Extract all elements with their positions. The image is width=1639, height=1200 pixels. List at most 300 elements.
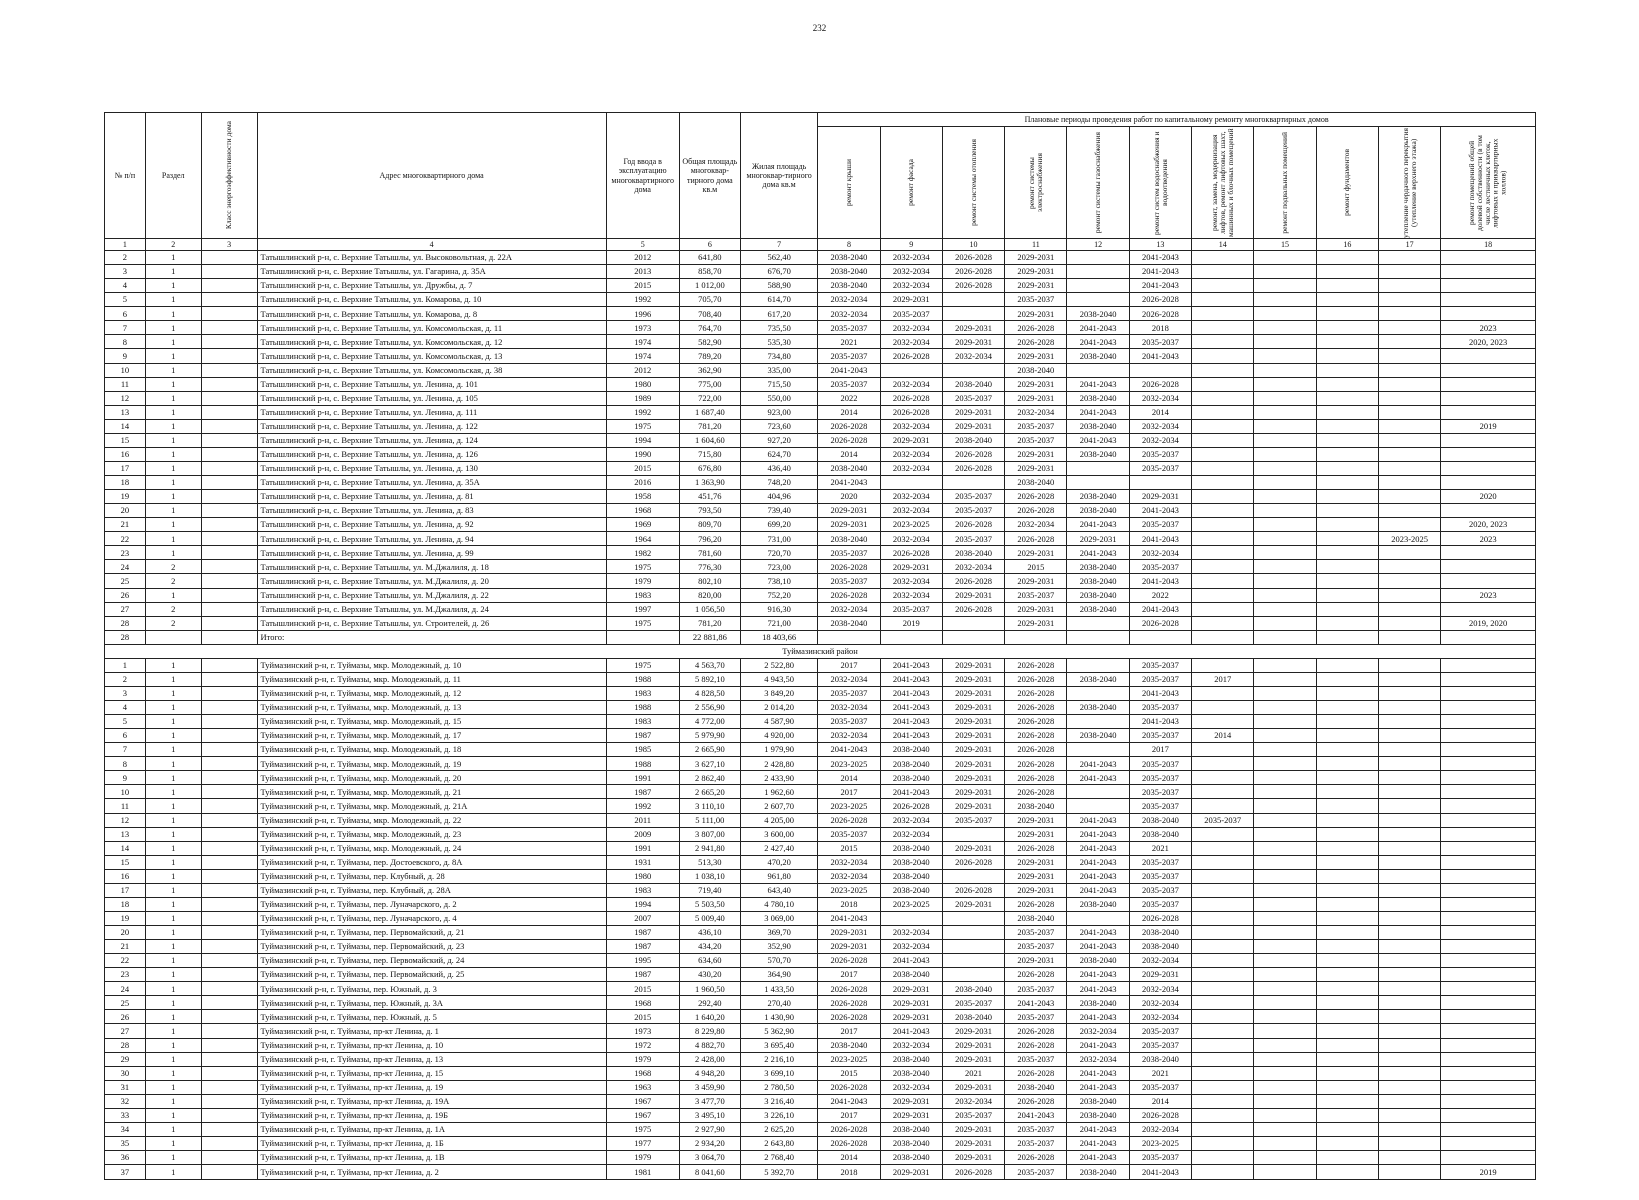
table-cell [201,321,257,335]
table-cell: 1 [145,911,201,925]
table-cell: 2041-2043 [818,476,880,490]
table-cell: 1 [145,715,201,729]
table-cell: 2 [145,574,201,588]
table-cell: 5 892,10 [679,672,740,686]
table-cell: 18 [105,476,146,490]
table-cell [1378,996,1440,1010]
table-cell [1316,532,1378,546]
table-cell: 723,60 [740,419,817,433]
table-cell [1254,476,1316,490]
table-cell: 2029-2031 [1005,616,1067,630]
table-cell: 2035-2037 [818,715,880,729]
table-cell [1316,926,1378,940]
address-cell: Татышлинский р-н, с. Верхние Татышлы, ул. М.Джалиля, д. 20 [257,574,606,588]
table-cell: 14 [105,419,146,433]
table-cell: 2 665,20 [679,785,740,799]
table-cell [1378,1080,1440,1094]
table-cell [1192,490,1254,504]
table-cell [1378,518,1440,532]
table-cell [1316,982,1378,996]
table-cell: 2023-2025 [818,799,880,813]
table-cell: 1987 [606,926,679,940]
table-cell: 2032-2034 [880,504,942,518]
table-cell [1441,251,1536,265]
table-cell: 2029-2031 [1005,251,1067,265]
table-cell [1316,546,1378,560]
table-cell [1192,785,1254,799]
table-cell [1254,827,1316,841]
table-cell: 2029-2031 [880,560,942,574]
table-cell: 1969 [606,518,679,532]
table-cell: 2026-2028 [942,461,1004,475]
table-cell: 1 [145,532,201,546]
table-cell: 15 [105,433,146,447]
table-cell: 2026-2028 [1005,490,1067,504]
table-cell: 2035-2037 [1129,799,1191,813]
table-cell: 2038-2040 [1067,1108,1129,1122]
table-cell: 1979 [606,1052,679,1066]
table-cell: 2035-2037 [1005,293,1067,307]
table-cell [201,1165,257,1180]
table-cell [1441,954,1536,968]
table-cell: 1988 [606,701,679,715]
table-cell: 2026-2028 [818,1010,880,1024]
address-cell: Туймазинский р-н, г. Туймазы, пер. Южный, д. 3 [257,982,606,996]
table-cell [1254,869,1316,883]
table-cell: 19 [105,490,146,504]
table-cell: 2041-2043 [1067,940,1129,954]
table-cell [1316,954,1378,968]
table-cell: 2 643,80 [740,1136,817,1150]
table-cell: 1 012,00 [679,279,740,293]
table-cell [1192,279,1254,293]
table-cell [1316,602,1378,616]
table-cell: 4 780,10 [740,897,817,911]
table-cell: 1 [145,419,201,433]
table-cell: 2035-2037 [1005,1136,1067,1150]
table-cell: 2 [105,251,146,265]
table-cell: 2035-2037 [818,349,880,363]
table-cell: 1 979,90 [740,743,817,757]
table-cell [1378,982,1440,996]
table-cell [1378,869,1440,883]
table-cell: 1 [145,251,201,265]
address-cell: Туймазинский р-н, г. Туймазы, пр-кт Ленина, д. 1А [257,1122,606,1136]
table-cell: 2038-2040 [1067,419,1129,433]
table-cell [1378,715,1440,729]
table-cell [1441,377,1536,391]
table-cell: 2038-2040 [880,1151,942,1165]
table-cell [1067,911,1129,925]
table-cell: 1 [145,377,201,391]
column-number: 1 [105,239,146,251]
table-cell: 2026-2028 [942,251,1004,265]
header-work-type: ремонт помещений общей долевой собственности (в том числе лестничных клеток, лифтовых и приквартирных холлов) [1441,127,1536,239]
table-cell [1378,321,1440,335]
table-cell [1378,701,1440,715]
table-row [105,911,1536,925]
table-cell: 2035-2037 [1129,335,1191,349]
column-number: 6 [679,239,740,251]
table-cell [1192,799,1254,813]
table-cell: 2035-2037 [1192,813,1254,827]
table-cell: 3 495,10 [679,1108,740,1122]
table-cell: 1 [145,490,201,504]
table-cell: 1 363,90 [679,476,740,490]
table-cell: 2041-2043 [1067,982,1129,996]
table-cell [1441,447,1536,461]
table-cell: 2026-2028 [1005,1038,1067,1052]
table-cell: 2038-2040 [1067,588,1129,602]
table-cell [1316,658,1378,672]
table-cell [1192,1122,1254,1136]
table-cell [1192,827,1254,841]
address-cell: Туймазинский р-н, г. Туймазы, пр-кт Ленина, д. 1Б [257,1136,606,1150]
table-cell [201,996,257,1010]
table-cell: 2026-2028 [818,588,880,602]
table-cell: 721,00 [740,616,817,630]
address-cell: Туймазинский р-н, г. Туймазы, мкр. Молодежный, д. 18 [257,743,606,757]
table-cell: 2026-2028 [942,602,1004,616]
table-cell [201,1122,257,1136]
table-cell [1441,968,1536,982]
table-cell: 2038-2040 [942,982,1004,996]
table-cell: 2029-2031 [942,757,1004,771]
column-number: 18 [1441,239,1536,251]
table-cell [1192,1094,1254,1108]
table-cell [1378,461,1440,475]
table-cell: 2035-2037 [942,490,1004,504]
table-cell: 2032-2034 [942,560,1004,574]
table-cell: 2032-2034 [1005,405,1067,419]
table-cell: 2029-2031 [942,841,1004,855]
table-cell [201,1151,257,1165]
table-cell [1441,672,1536,686]
table-cell: 2 862,40 [679,771,740,785]
table-cell: 1987 [606,968,679,982]
table-cell [1254,546,1316,560]
table-cell: 2035-2037 [1129,672,1191,686]
table-cell [1316,391,1378,405]
table-cell [942,926,1004,940]
table-cell [201,476,257,490]
table-row [105,771,1536,785]
table-cell: 31 [105,1080,146,1094]
table-cell: 1979 [606,574,679,588]
address-cell: Туймазинский р-н, г. Туймазы, мкр. Молодежный, д. 23 [257,827,606,841]
table-cell: 2021 [1129,841,1191,855]
table-cell: 2038-2040 [1067,672,1129,686]
table-cell: 2041-2043 [880,785,942,799]
table-cell [1378,771,1440,785]
table-cell: 2032-2034 [1129,996,1191,1010]
table-cell [201,855,257,869]
table-cell: 20 [105,504,146,518]
table-cell: 2035-2037 [942,391,1004,405]
table-cell: 2029-2031 [818,504,880,518]
table-cell: 2022 [818,391,880,405]
table-cell: 2038-2040 [1005,476,1067,490]
table-cell [1316,279,1378,293]
table-cell: 2026-2028 [880,546,942,560]
table-cell [1254,405,1316,419]
table-cell: 2029-2031 [942,897,1004,911]
column-number: 17 [1378,239,1440,251]
table-cell: 2032-2034 [818,855,880,869]
table-cell [1316,265,1378,279]
table-cell: 2041-2043 [880,729,942,743]
table-cell: 2032-2034 [880,419,942,433]
table-cell: 22 [105,954,146,968]
table-cell: 2038-2040 [1067,1094,1129,1108]
address-cell: Туймазинский р-н, г. Туймазы, пер. Луначарского, д. 2 [257,897,606,911]
table-cell [201,686,257,700]
table-cell: 1995 [606,954,679,968]
table-cell [1441,574,1536,588]
table-cell: 3 [105,265,146,279]
table-cell [1378,546,1440,560]
table-cell: 1 [145,686,201,700]
table-cell [1378,968,1440,982]
table-cell: 2035-2037 [1129,1151,1191,1165]
table-cell: 2038-2040 [1129,813,1191,827]
table-cell: 2029-2031 [942,1038,1004,1052]
table-cell: 2041-2043 [818,1094,880,1108]
table-cell [201,560,257,574]
table-cell: 2026-2028 [1005,1151,1067,1165]
table-cell: 2017 [818,1024,880,1038]
header-work-type: ремонт системы газоснабжения [1067,127,1129,239]
table-cell [1254,799,1316,813]
table-cell: 2035-2037 [880,602,942,616]
table-cell: 19 [105,911,146,925]
table-row [105,588,1536,602]
table-cell: 617,20 [740,307,817,321]
table-cell: 2035-2037 [1129,1024,1191,1038]
table-cell: 2014 [818,771,880,785]
table-cell: 1991 [606,771,679,785]
table-cell: 1994 [606,433,679,447]
table-cell: 2041-2043 [1067,433,1129,447]
table-cell: 2026-2028 [942,1165,1004,1180]
table-cell: 1 [145,743,201,757]
table-cell [1378,729,1440,743]
table-cell [1254,940,1316,954]
total-cell [1378,630,1440,644]
table-cell: 24 [105,560,146,574]
address-cell: Туймазинский р-н, г. Туймазы, пер. Первомайский, д. 24 [257,954,606,968]
table-cell: 2041-2043 [818,363,880,377]
table-cell: 513,30 [679,855,740,869]
table-cell [880,476,942,490]
address-cell: Татышлинский р-н, с. Верхние Татышлы, ул. Ленина, д. 83 [257,504,606,518]
table-cell: 436,10 [679,926,740,940]
table-cell: 2041-2043 [1067,827,1129,841]
table-cell: 2019, 2020 [1441,616,1536,630]
table-cell: 1968 [606,996,679,1010]
table-cell: 2029-2031 [942,771,1004,785]
table-cell: 2035-2037 [1129,771,1191,785]
table-cell [201,588,257,602]
table-row [105,686,1536,700]
table-cell [1254,490,1316,504]
table-cell: 2026-2028 [1005,757,1067,771]
table-cell: 715,80 [679,447,740,461]
table-cell [1254,1024,1316,1038]
table-cell [1192,532,1254,546]
table-cell [1441,405,1536,419]
table-cell: 2041-2043 [880,1024,942,1038]
table-cell: 776,30 [679,560,740,574]
table-cell: 2035-2037 [942,1108,1004,1122]
table-cell [1192,1108,1254,1122]
table-cell: 2038-2040 [818,616,880,630]
table-cell: 1 962,60 [740,785,817,799]
table-cell [1316,419,1378,433]
table-cell: 1977 [606,1136,679,1150]
table-cell [1378,349,1440,363]
total-cell: 22 881,86 [679,630,740,644]
address-cell: Татышлинский р-н, с. Верхние Татышлы, ул. Дружбы, д. 7 [257,279,606,293]
table-cell: 2029-2031 [942,1024,1004,1038]
table-cell: 2 927,90 [679,1122,740,1136]
table-row [105,307,1536,321]
table-cell: 2023-2025 [818,883,880,897]
table-cell [201,532,257,546]
table-cell: 2026-2028 [1129,293,1191,307]
table-row [105,405,1536,419]
table-cell: 2026-2028 [942,518,1004,532]
header-work-type: ремонт подвальных помещений [1254,127,1316,239]
table-cell [1192,954,1254,968]
table-cell: 2038-2040 [942,546,1004,560]
table-cell: 1 [145,813,201,827]
table-cell: 2035-2037 [818,377,880,391]
table-row [105,1010,1536,1024]
table-cell: 8 041,60 [679,1165,740,1180]
table-cell: 2029-2031 [1005,447,1067,461]
table-cell [1254,729,1316,743]
table-cell: 1 [145,405,201,419]
table-cell: 21 [105,940,146,954]
table-cell: 2026-2028 [1005,335,1067,349]
table-cell [1441,1151,1536,1165]
table-cell: 2026-2028 [1005,715,1067,729]
table-cell [1192,911,1254,925]
table-cell [1378,686,1440,700]
header-year: Год ввода в эксплуатацию многоквартирного дома [606,113,679,239]
table-cell [1192,855,1254,869]
table-cell: 2041-2043 [1067,883,1129,897]
table-cell: 2038-2040 [880,841,942,855]
table-cell [1441,926,1536,940]
table-cell: 1967 [606,1094,679,1108]
table-cell [1192,335,1254,349]
table-cell [1316,251,1378,265]
table-cell: 2026-2028 [880,405,942,419]
table-cell: 1967 [606,1108,679,1122]
table-cell: 2026-2028 [1005,897,1067,911]
table-cell: 2035-2037 [1005,1122,1067,1136]
table-cell [942,968,1004,982]
table-cell [1441,602,1536,616]
table-cell: 2032-2034 [942,349,1004,363]
table-cell [1441,349,1536,363]
table-cell [1316,293,1378,307]
table-cell [1254,1080,1316,1094]
table-cell: 2026-2028 [818,1136,880,1150]
table-cell [1316,940,1378,954]
header-work-type: ремонт систем водоснабжения и водоотведения [1129,127,1191,239]
table-cell: 5 [105,715,146,729]
table-cell: 2029-2031 [1005,883,1067,897]
table-cell [1316,715,1378,729]
table-cell: 35 [105,1136,146,1150]
table-cell: 2041-2043 [1067,405,1129,419]
table-cell: 3 600,00 [740,827,817,841]
table-cell: 1 [145,1052,201,1066]
table-cell [1254,1066,1316,1080]
table-cell: 715,50 [740,377,817,391]
table-row [105,616,1536,630]
table-cell [201,799,257,813]
address-cell: Татышлинский р-н, с. Верхние Татышлы, ул. Ленина, д. 111 [257,405,606,419]
table-cell [1254,672,1316,686]
table-row [105,518,1536,532]
table-cell: 36 [105,1151,146,1165]
table-cell: 1 960,50 [679,982,740,996]
table-cell [1441,1080,1536,1094]
table-cell [1316,1108,1378,1122]
table-cell: 10 [105,363,146,377]
table-cell [1441,715,1536,729]
table-cell: 2041-2043 [1129,532,1191,546]
table-cell: 2019 [1441,1165,1536,1180]
table-cell [1254,1122,1316,1136]
table-cell: 2035-2037 [818,574,880,588]
address-cell: Татышлинский р-н, с. Верхние Татышлы, ул. Ленина, д. 99 [257,546,606,560]
table-cell [1441,560,1536,574]
table-cell: 2041-2043 [1129,349,1191,363]
table-cell: 5 979,90 [679,729,740,743]
table-cell: 2035-2037 [1129,869,1191,883]
table-cell [1192,982,1254,996]
table-row [105,757,1536,771]
table-cell: 1983 [606,883,679,897]
table-cell [1067,363,1129,377]
table-cell: 3 064,70 [679,1151,740,1165]
table-cell [1316,405,1378,419]
table-cell [1441,785,1536,799]
table-cell: 15 [105,855,146,869]
table-cell: 1 [145,940,201,954]
table-cell: 2011 [606,813,679,827]
table-cell [1254,954,1316,968]
table-cell [1316,827,1378,841]
table-cell [1067,461,1129,475]
table-cell [1378,757,1440,771]
table-cell: 2014 [818,447,880,461]
table-cell: 2035-2037 [1129,1080,1191,1094]
table-row [105,1080,1536,1094]
total-cell: 18 403,66 [740,630,817,644]
column-number: 3 [201,239,257,251]
table-cell: 2032-2034 [818,729,880,743]
table-cell: 2032-2034 [818,701,880,715]
table-cell: 2026-2028 [1005,841,1067,855]
table-cell: 4 [105,701,146,715]
table-cell: 2029-2031 [942,729,1004,743]
